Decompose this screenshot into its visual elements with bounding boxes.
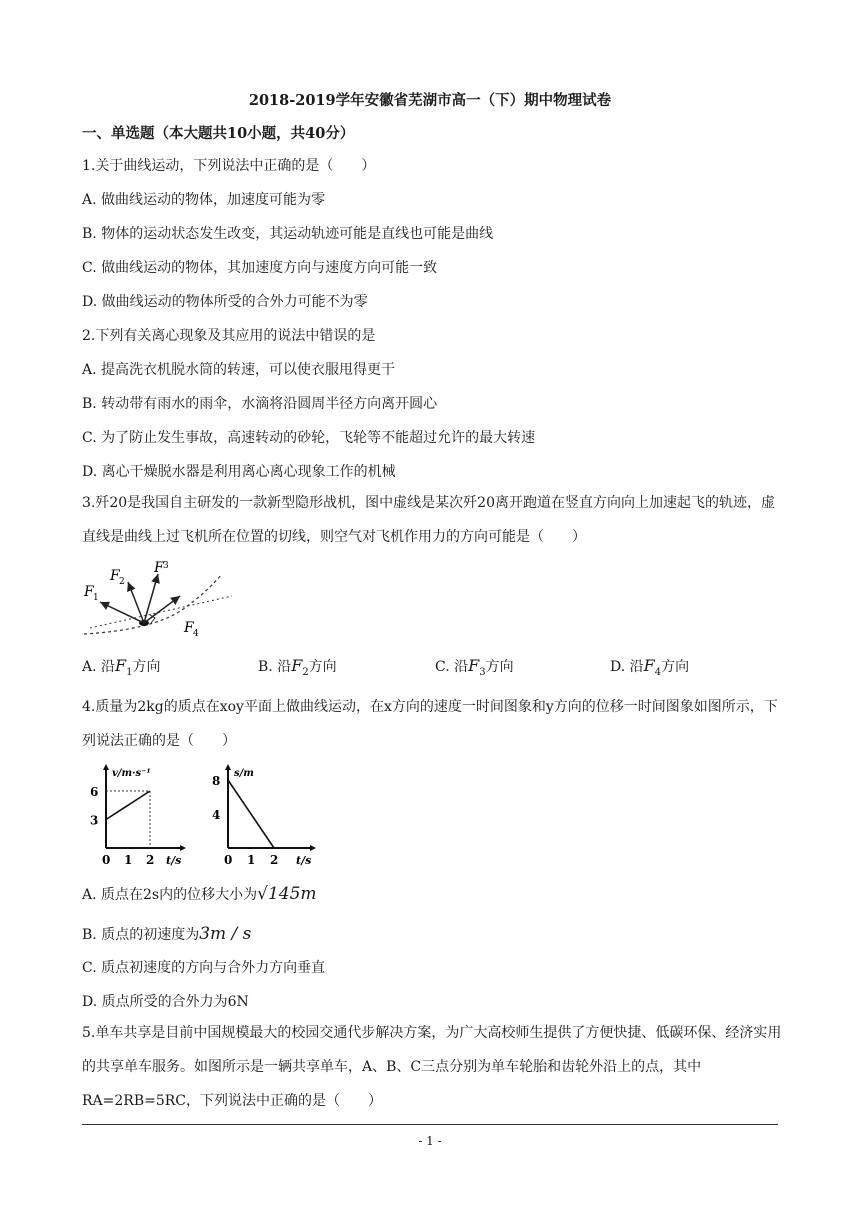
q4-option-b: B. 质点的初速度为3m / s <box>82 924 252 944</box>
q2-option-b: B. 转动带有雨水的雨伞，水滴将沿圆周半径方向离开圆心 <box>82 396 438 412</box>
f3-label: F <box>154 560 164 576</box>
y-tick-label: 6 <box>90 785 99 799</box>
q4-option-d: D. 质点所受的合外力为6N <box>82 994 249 1010</box>
q3-option-d: D. 沿$F_4$方向 <box>610 656 690 679</box>
q4-option-c: C. 质点初速度的方向与合外力方向垂直 <box>82 960 326 976</box>
x-tick-label: 1 <box>124 853 133 866</box>
y-axis-label: s/m <box>234 768 254 779</box>
x-axis-arrow <box>180 845 186 851</box>
section-heading: 一、单选题（本大题共10小题，共40分） <box>82 125 355 142</box>
x-axis-label: t/s <box>296 854 312 866</box>
q4-option-a: A. 质点在2s内的位移大小为√145m <box>82 884 317 904</box>
f4-subscript: 4 <box>193 629 199 639</box>
x-tick-label: 2 <box>146 853 155 866</box>
x-tick-label: 1 <box>247 853 256 866</box>
tangent-dashed-line <box>90 596 232 628</box>
q3-option-b-symbol: $F_2$ <box>291 656 309 679</box>
q5-stem: 5.单车共享是目前中国规模最大的校园交通代步解决方案，为广大高校师生提供了方便快捷、低碳环保、经济实用的共享单车服务。如图所示是一辆共享单车，A、B、C三点分别为单车轮胎和齿轮外沿上的点，其中RA=2RB=5RC，下列说法中正确的是（ ） <box>82 1025 782 1109</box>
q2-option-c: C. 为了防止发生事故，高速转动的砂轮，飞轮等不能超过允许的最大转速 <box>82 430 536 446</box>
f3-subscript: 3 <box>163 561 169 571</box>
q1-option-a: A. 做曲线运动的物体，加速度可能为零 <box>82 192 326 208</box>
f1-label: F <box>84 584 94 600</box>
q3-option-b: B. 沿$F_2$方向 <box>258 656 337 679</box>
page-number: - 1 - <box>418 1134 442 1148</box>
q2-stem: 2.下列有关离心现象及其应用的说法中错误的是 <box>82 328 376 344</box>
data-line <box>106 791 150 820</box>
q3-option-a-symbol: $F_1$ <box>115 656 133 679</box>
q4-stem: 4.质量为2kg的质点在xoy平面上做曲线运动，在x方向的速度一时间图象和y方向的位移一时间图象如图所示，下列说法正确的是（ ） <box>82 699 778 749</box>
q3-option-d-symbol: $F_4$ <box>643 656 662 679</box>
q1-option-b: B. 物体的运动状态发生改变，其运动轨迹可能是直线也可能是曲线 <box>82 226 494 242</box>
q2-option-d: D. 离心干燥脱水器是利用离心离心现象工作的机械 <box>82 464 396 480</box>
x-tick-label: 0 <box>102 853 111 866</box>
page-title: 2018-2019学年安徽省芜湖市高一（下）期中物理试卷 <box>248 92 612 109</box>
f4-arrow <box>144 596 180 623</box>
q4-velocity-time-graph <box>84 762 194 866</box>
q3-stem: 3.歼20是我国自主研发的一款新型隐形战机，图中虚线是某次歼20离开跑道在竖直方向向上加速起飞的轨迹，虚直线是曲线上过飞机所在位置的切线，则空气对飞机作用力的方向可能是（ ） <box>82 495 775 545</box>
q3-option-c: C. 沿$F_3$方向 <box>435 656 514 679</box>
x-axis-label: t/s <box>166 854 182 866</box>
x-tick-label: 2 <box>270 853 279 866</box>
y-tick-label: 3 <box>90 813 99 828</box>
y-axis-arrow <box>103 764 109 770</box>
f2-label: F <box>110 568 120 584</box>
f2-subscript: 2 <box>119 577 125 587</box>
footer-rule <box>82 1124 778 1125</box>
q1-stem: 1.关于曲线运动，下列说法中正确的是（ ） <box>82 158 376 174</box>
q3-option-c-symbol: $F_3$ <box>468 656 486 679</box>
q4-option-a-math: √145m <box>257 884 317 904</box>
q3-force-figure <box>82 560 242 642</box>
y-axis-arrow <box>225 764 231 770</box>
f1-subscript: 1 <box>93 593 99 603</box>
q1-option-d: D. 做曲线运动的物体所受的合外力可能不为零 <box>82 294 368 310</box>
f4-label: F <box>184 620 194 636</box>
y-axis-label: v/m·s⁻¹ <box>112 768 151 779</box>
y-tick-label: 4 <box>212 808 221 822</box>
q4-displacement-time-graph <box>206 762 324 866</box>
x-tick-label: 0 <box>224 853 233 866</box>
y-tick-label: 8 <box>212 774 221 788</box>
x-axis-arrow <box>310 845 316 851</box>
data-line <box>228 780 274 848</box>
q4-option-b-math: 3m / s <box>199 924 252 944</box>
q1-option-c: C. 做曲线运动的物体，其加速度方向与速度方向可能一致 <box>82 260 438 276</box>
q3-option-a: A. 沿$F_1$方向 <box>82 656 161 679</box>
q2-option-a: A. 提高洗衣机脱水筒的转速，可以使衣服甩得更干 <box>82 362 396 378</box>
